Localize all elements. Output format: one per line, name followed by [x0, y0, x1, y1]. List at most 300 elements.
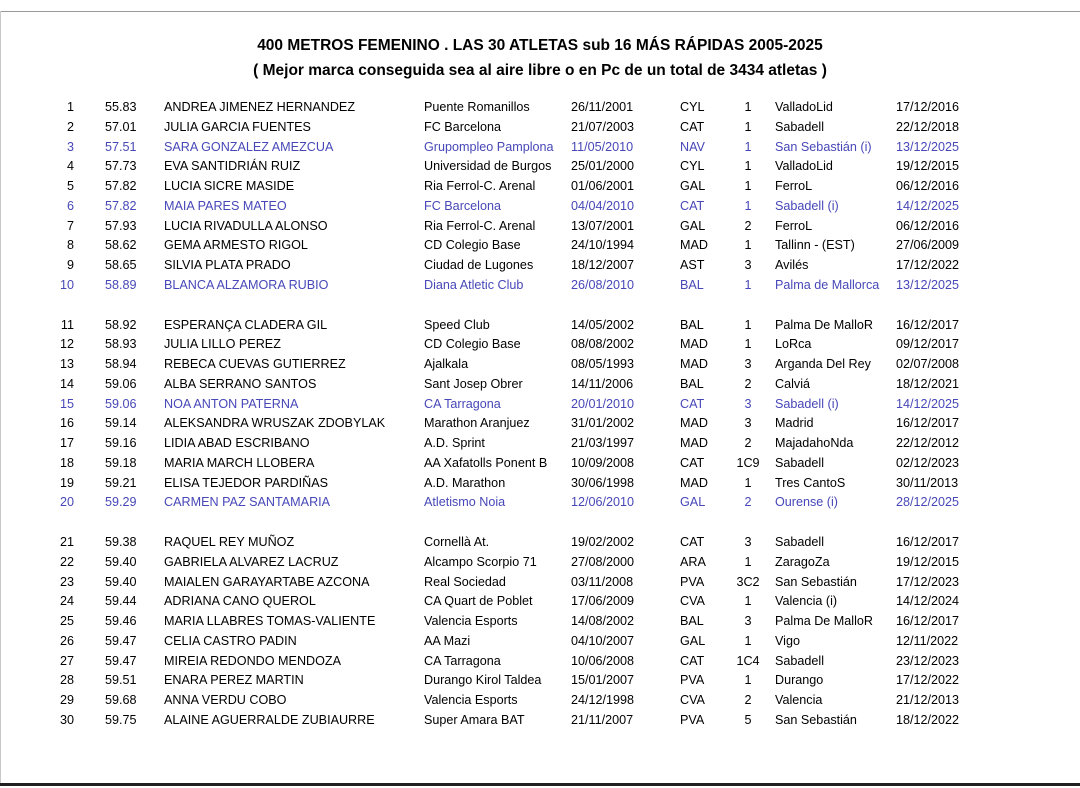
- athlete-name: CELIA CASTRO PADIN: [164, 633, 297, 648]
- club-name: Diana Atletic Club: [424, 277, 524, 292]
- rank-position: 21: [59, 535, 74, 549]
- club-name: A.D. Sprint: [424, 436, 485, 450]
- time-mark: 59.44: [105, 594, 137, 609]
- club-name: Sant Josep Obrer: [424, 376, 523, 391]
- federation-code: BAL: [680, 277, 704, 292]
- birth-date: 14/05/2002: [571, 317, 635, 332]
- competition-date: 28/12/2025: [896, 495, 960, 510]
- federation-code: CAT: [680, 198, 705, 213]
- table-row: [0, 492, 1080, 512]
- club-name: Durango Kirol Taldea: [424, 673, 542, 688]
- birth-date: 27/08/2000: [571, 554, 635, 569]
- time-mark: 59.21: [105, 475, 137, 490]
- athlete-name: ENARA PEREZ MARTIN: [164, 673, 304, 688]
- time-mark: 59.06: [105, 376, 137, 391]
- rank-position: 24: [59, 594, 74, 609]
- birth-date: 01/06/2001: [571, 179, 635, 193]
- venue-city: Arganda Del Rey: [775, 357, 871, 371]
- time-mark: 57.73: [105, 159, 137, 174]
- race-place: 1: [744, 139, 752, 154]
- rank-position: 22: [59, 554, 74, 569]
- race-place: 2: [744, 693, 752, 707]
- race-place: 1: [744, 337, 752, 352]
- rank-position: 27: [59, 653, 74, 668]
- time-mark: 59.75: [105, 712, 137, 727]
- table-row: [0, 315, 1080, 335]
- competition-date: 14/12/2024: [896, 594, 960, 609]
- competition-date: 14/12/2025: [896, 198, 960, 213]
- birth-date: 24/12/1998: [571, 693, 635, 707]
- venue-city: ValladoLid: [775, 159, 833, 174]
- table-row: [0, 374, 1080, 394]
- birth-date: 03/11/2008: [571, 574, 634, 589]
- race-place: 1: [744, 159, 752, 174]
- table-row: [0, 651, 1080, 671]
- federation-code: AST: [680, 258, 705, 272]
- club-name: FC Barcelona: [424, 119, 501, 134]
- athlete-name: LUCIA RIVADULLA ALONSO: [164, 218, 328, 233]
- venue-city: Tres CantoS: [775, 475, 846, 490]
- venue-city: Ourense (i): [775, 495, 838, 510]
- race-place: 3: [744, 416, 752, 431]
- time-mark: 59.46: [105, 614, 137, 628]
- athlete-name: GEMA ARMESTO RIGOL: [164, 238, 308, 253]
- race-place: 1: [744, 475, 752, 490]
- club-name: Atletismo Noia: [424, 495, 506, 510]
- rank-position: 14: [59, 376, 74, 391]
- birth-date: 04/10/2007: [571, 633, 635, 648]
- federation-code: CYL: [680, 159, 705, 174]
- athlete-name: LIDIA ABAD ESCRIBANO: [164, 436, 310, 450]
- race-place: 1: [744, 633, 752, 648]
- rank-position: 30: [59, 712, 74, 727]
- birth-date: 17/06/2009: [571, 594, 635, 609]
- club-name: Valencia Esports: [424, 614, 518, 628]
- competition-date: 18/12/2022: [896, 712, 960, 727]
- venue-city: Palma de Mallorca: [775, 277, 880, 292]
- athlete-name: ALEKSANDRA WRUSZAK ZDOBYLAK: [164, 416, 386, 431]
- race-place: 3: [744, 535, 752, 549]
- race-place: 1: [744, 179, 752, 193]
- federation-code: BAL: [680, 376, 704, 391]
- federation-code: BAL: [680, 614, 704, 628]
- rank-position: 18: [59, 455, 74, 470]
- rank-position: 6: [66, 198, 74, 213]
- birth-date: 08/08/2002: [571, 337, 635, 352]
- competition-date: 19/12/2015: [896, 554, 960, 569]
- table-row: [0, 117, 1080, 137]
- table-row: [0, 354, 1080, 374]
- athlete-name: ESPERANÇA CLADERA GIL: [164, 317, 328, 332]
- competition-date: 13/12/2025: [896, 277, 960, 292]
- birth-date: 12/06/2010: [571, 495, 635, 510]
- birth-date: 15/01/2007: [571, 673, 635, 688]
- rank-position: 12: [59, 337, 74, 352]
- competition-date: 19/12/2015: [896, 159, 960, 174]
- rank-position: 9: [66, 258, 74, 272]
- competition-date: 16/12/2017: [896, 614, 960, 628]
- venue-city: Calviá: [775, 376, 810, 391]
- rank-position: 10: [59, 277, 74, 292]
- athlete-name: MARIA LLABRES TOMAS-VALIENTE: [164, 614, 376, 628]
- birth-date: 21/03/1997: [571, 436, 635, 450]
- competition-date: 14/12/2025: [896, 396, 960, 411]
- federation-code: CAT: [680, 535, 705, 549]
- federation-code: PVA: [680, 712, 705, 727]
- venue-city: FerroL: [775, 218, 813, 233]
- rank-position: 15: [59, 396, 74, 411]
- venue-city: Valencia: [775, 693, 823, 707]
- athlete-name: MIREIA REDONDO MENDOZA: [164, 653, 342, 668]
- table-row: [0, 176, 1080, 196]
- athlete-name: BLANCA ALZAMORA RUBIO: [164, 277, 329, 292]
- race-place: 3: [744, 614, 752, 628]
- rank-position: 17: [59, 436, 74, 450]
- page-title: 400 METROS FEMENINO . LAS 30 ATLETAS sub 16 MÁS RÁPIDAS 2005-2025: [257, 37, 823, 54]
- venue-city: ValladoLid: [775, 100, 833, 114]
- federation-code: PVA: [680, 673, 705, 688]
- race-place: 1: [744, 100, 752, 114]
- club-name: CA Tarragona: [424, 396, 501, 411]
- athlete-name: SILVIA PLATA PRADO: [164, 258, 291, 272]
- birth-date: 26/08/2010: [571, 277, 635, 292]
- time-mark: 59.47: [105, 633, 137, 648]
- athlete-name: JULIA GARCIA FUENTES: [164, 119, 311, 134]
- time-mark: 55.83: [105, 100, 137, 114]
- competition-date: 23/12/2023: [896, 653, 960, 668]
- athlete-name: NOA ANTON PATERNA: [164, 396, 299, 411]
- federation-code: BAL: [680, 317, 704, 332]
- competition-date: 13/12/2025: [896, 139, 960, 154]
- venue-city: Valencia (i): [775, 594, 838, 609]
- federation-code: GAL: [680, 179, 706, 193]
- time-mark: 57.82: [105, 198, 137, 213]
- competition-date: 02/07/2008: [896, 357, 960, 371]
- venue-city: Sabadell: [775, 455, 825, 470]
- competition-date: 06/12/2016: [896, 218, 960, 233]
- birth-date: 24/10/1994: [571, 238, 635, 253]
- rank-position: 26: [59, 633, 74, 648]
- venue-city: LoRca: [775, 337, 812, 352]
- competition-date: 17/12/2023: [896, 574, 960, 589]
- federation-code: CVA: [680, 594, 705, 609]
- venue-city: Madrid: [775, 416, 814, 431]
- federation-code: CYL: [680, 100, 705, 114]
- venue-city: Durango: [775, 673, 824, 688]
- birth-date: 20/01/2010: [571, 396, 635, 411]
- table-row: [0, 413, 1080, 433]
- time-mark: 59.14: [105, 416, 137, 431]
- time-mark: 59.38: [105, 535, 137, 549]
- club-name: Speed Club: [424, 317, 490, 332]
- federation-code: CVA: [680, 693, 705, 707]
- time-mark: 58.89: [105, 277, 137, 292]
- race-place: 3: [744, 357, 752, 371]
- venue-city: Sabadell: [775, 653, 825, 668]
- table-row: [0, 97, 1080, 117]
- club-name: AA Mazi: [424, 633, 471, 648]
- federation-code: CAT: [680, 119, 705, 134]
- birth-date: 11/05/2010: [571, 139, 634, 154]
- rank-position: 2: [66, 119, 74, 134]
- federation-code: MAD: [680, 475, 708, 490]
- venue-city: San Sebastián: [775, 712, 857, 727]
- rank-position: 19: [59, 475, 74, 490]
- race-place: 1C4: [736, 653, 760, 668]
- club-name: Alcampo Scorpio 71: [424, 554, 537, 569]
- birth-date: 21/07/2003: [571, 119, 635, 134]
- athlete-name: ANNA VERDU COBO: [164, 693, 287, 707]
- table-row: [0, 334, 1080, 354]
- venue-city: San Sebastián (i): [775, 139, 872, 154]
- competition-date: 17/12/2022: [896, 673, 960, 688]
- athlete-name: LUCIA SICRE MASIDE: [164, 179, 295, 193]
- athlete-name: MARIA MARCH LLOBERA: [164, 455, 315, 470]
- venue-city: Palma De MalloR: [775, 614, 873, 628]
- athlete-name: ELISA TEJEDOR PARDIÑAS: [164, 475, 329, 490]
- venue-city: MajadahoNda: [775, 436, 854, 450]
- venue-city: ZaragoZa: [775, 554, 830, 569]
- birth-date: 21/11/2007: [571, 712, 634, 727]
- birth-date: 04/04/2010: [571, 198, 635, 213]
- table-row: [0, 473, 1080, 493]
- time-mark: 58.65: [105, 258, 137, 272]
- time-mark: 58.94: [105, 357, 137, 371]
- venue-city: Palma De MalloR: [775, 317, 873, 332]
- table-row: [0, 572, 1080, 592]
- club-name: Ria Ferrol-C. Arenal: [424, 179, 536, 193]
- venue-city: Sabadell: [775, 119, 825, 134]
- time-mark: 57.82: [105, 179, 137, 193]
- federation-code: PVA: [680, 574, 705, 589]
- federation-code: ARA: [680, 554, 706, 569]
- athlete-name: RAQUEL REY MUÑOZ: [164, 535, 295, 549]
- birth-date: 18/12/2007: [571, 258, 635, 272]
- venue-city: Sabadell (i): [775, 198, 839, 213]
- athlete-name: ANDREA JIMENEZ HERNANDEZ: [164, 100, 356, 114]
- time-mark: 58.93: [105, 337, 137, 352]
- table-row: [0, 156, 1080, 176]
- competition-date: 22/12/2018: [896, 119, 960, 134]
- race-place: 3C2: [736, 574, 760, 589]
- venue-city: Sabadell: [775, 535, 825, 549]
- rank-position: 4: [66, 159, 74, 174]
- time-mark: 59.51: [105, 673, 137, 688]
- venue-city: Vigo: [775, 633, 800, 648]
- table-row: [0, 532, 1080, 552]
- club-name: Super Amara BAT: [424, 712, 525, 727]
- venue-city: Tallinn - (EST): [775, 238, 855, 253]
- athlete-name: MAIA PARES MATEO: [164, 198, 287, 213]
- club-name: CA Quart de Poblet: [424, 594, 533, 609]
- federation-code: MAD: [680, 436, 708, 450]
- time-mark: 59.18: [105, 455, 137, 470]
- race-place: 1: [744, 277, 752, 292]
- table-row: [0, 216, 1080, 236]
- venue-city: Sabadell (i): [775, 396, 839, 411]
- page-subtitle: ( Mejor marca conseguida sea al aire libre o en Pc de un total de 3434 atletas ): [253, 62, 827, 79]
- birth-date: 14/08/2002: [571, 614, 635, 628]
- frame-top-border: [0, 11, 1080, 12]
- birth-date: 25/01/2000: [571, 159, 635, 174]
- race-place: 1: [744, 317, 752, 332]
- birth-date: 14/11/2006: [571, 376, 634, 391]
- birth-date: 10/06/2008: [571, 653, 635, 668]
- competition-date: 27/06/2009: [896, 238, 960, 253]
- club-name: Ciudad de Lugones: [424, 258, 534, 272]
- table-row: [0, 591, 1080, 611]
- table-row: [0, 710, 1080, 730]
- time-mark: 59.16: [105, 436, 137, 450]
- club-name: Valencia Esports: [424, 693, 518, 707]
- rank-position: 29: [59, 693, 74, 707]
- competition-date: 02/12/2023: [896, 455, 960, 470]
- table-row: [0, 453, 1080, 473]
- federation-code: GAL: [680, 495, 706, 510]
- club-name: FC Barcelona: [424, 198, 501, 213]
- club-name: Cornellà At.: [424, 535, 490, 549]
- rank-position: 5: [66, 179, 74, 193]
- rank-position: 28: [59, 673, 74, 688]
- birth-date: 26/11/2001: [571, 100, 634, 114]
- athlete-name: ADRIANA CANO QUEROL: [164, 594, 316, 609]
- race-place: 2: [744, 218, 752, 233]
- race-place: 1: [744, 554, 752, 569]
- time-mark: 59.40: [105, 574, 137, 589]
- race-place: 1: [744, 673, 752, 688]
- federation-code: CAT: [680, 396, 705, 411]
- club-name: Ajalkala: [424, 357, 469, 371]
- federation-code: MAD: [680, 357, 708, 371]
- table-row: [0, 690, 1080, 710]
- federation-code: MAD: [680, 337, 708, 352]
- competition-date: 17/12/2022: [896, 258, 960, 272]
- competition-date: 09/12/2017: [896, 337, 960, 352]
- table-row: [0, 394, 1080, 414]
- rank-position: 3: [66, 139, 74, 154]
- athlete-name: JULIA LILLO PEREZ: [164, 337, 281, 352]
- club-name: Real Sociedad: [424, 574, 506, 589]
- birth-date: 30/06/1998: [571, 475, 635, 490]
- frame-bottom-border: [0, 783, 1080, 786]
- club-name: Marathon Aranjuez: [424, 416, 530, 431]
- race-place: 1: [744, 119, 752, 134]
- race-place: 1: [744, 198, 752, 213]
- club-name: AA Xafatolls Ponent B: [424, 455, 548, 470]
- rank-position: 16: [59, 416, 74, 431]
- competition-date: 16/12/2017: [896, 535, 960, 549]
- club-name: Grupompleo Pamplona: [424, 139, 554, 154]
- competition-date: 22/12/2012: [896, 436, 960, 450]
- time-mark: 58.92: [105, 317, 137, 332]
- federation-code: CAT: [680, 455, 705, 470]
- club-name: CD Colegio Base: [424, 337, 521, 352]
- club-name: A.D. Marathon: [424, 475, 506, 490]
- rank-position: 13: [59, 357, 74, 371]
- venue-city: San Sebastián: [775, 574, 857, 589]
- federation-code: NAV: [680, 139, 705, 154]
- athlete-name: SARA GONZALEZ AMEZCUA: [164, 139, 334, 154]
- athlete-name: EVA SANTIDRIÁN RUIZ: [164, 159, 301, 174]
- competition-date: 16/12/2017: [896, 416, 960, 431]
- birth-date: 19/02/2002: [571, 535, 635, 549]
- race-place: 2: [744, 436, 752, 450]
- race-place: 1: [744, 238, 752, 253]
- venue-city: FerroL: [775, 179, 813, 193]
- time-mark: 59.68: [105, 693, 137, 707]
- race-place: 2: [744, 376, 752, 391]
- competition-date: 18/12/2021: [896, 376, 960, 391]
- table-row: [0, 670, 1080, 690]
- rank-position: 8: [66, 238, 74, 253]
- birth-date: 08/05/1993: [571, 357, 635, 371]
- venue-city: Avilés: [775, 258, 809, 272]
- athlete-name: ALAINE AGUERRALDE ZUBIAURRE: [164, 712, 375, 727]
- athlete-name: CARMEN PAZ SANTAMARIA: [164, 495, 331, 510]
- federation-code: GAL: [680, 218, 706, 233]
- time-mark: 59.29: [105, 495, 137, 510]
- competition-date: 06/12/2016: [896, 179, 960, 193]
- table-row: [0, 235, 1080, 255]
- federation-code: CAT: [680, 653, 705, 668]
- birth-date: 10/09/2008: [571, 455, 635, 470]
- time-mark: 57.51: [105, 139, 137, 154]
- race-place: 2: [744, 495, 752, 510]
- time-mark: 59.40: [105, 554, 137, 569]
- race-place: 1C9: [736, 455, 760, 470]
- competition-date: 17/12/2016: [896, 100, 960, 114]
- race-place: 5: [744, 712, 752, 727]
- competition-date: 21/12/2013: [896, 693, 960, 707]
- rank-position: 1: [66, 100, 74, 114]
- birth-date: 13/07/2001: [571, 218, 635, 233]
- birth-date: 31/01/2002: [571, 416, 635, 431]
- rank-position: 20: [59, 495, 74, 510]
- federation-code: MAD: [680, 416, 708, 431]
- club-name: Universidad de Burgos: [424, 159, 552, 174]
- club-name: Ria Ferrol-C. Arenal: [424, 218, 536, 233]
- table-row: [0, 137, 1080, 157]
- federation-code: GAL: [680, 633, 706, 648]
- club-name: CA Tarragona: [424, 653, 501, 668]
- table-row: [0, 631, 1080, 651]
- race-place: 3: [744, 258, 752, 272]
- club-name: CD Colegio Base: [424, 238, 521, 253]
- time-mark: 57.93: [105, 218, 137, 233]
- competition-date: 16/12/2017: [896, 317, 960, 332]
- competition-date: 12/11/2022: [896, 633, 959, 648]
- time-mark: 59.47: [105, 653, 137, 668]
- table-row: [0, 196, 1080, 216]
- race-place: 3: [744, 396, 752, 411]
- rank-position: 7: [66, 218, 74, 233]
- athlete-name: REBECA CUEVAS GUTIERREZ: [164, 357, 346, 371]
- rank-position: 25: [59, 614, 74, 628]
- club-name: Puente Romanillos: [424, 100, 530, 114]
- rank-position: 11: [60, 317, 74, 332]
- table-row: [0, 433, 1080, 453]
- time-mark: 59.06: [105, 396, 137, 411]
- competition-date: 30/11/2013: [896, 475, 959, 490]
- athlete-name: GABRIELA ALVAREZ LACRUZ: [164, 554, 339, 569]
- race-place: 1: [744, 594, 752, 609]
- table-row: [0, 552, 1080, 572]
- athlete-name: ALBA SERRANO SANTOS: [164, 376, 317, 391]
- table-row: [0, 255, 1080, 275]
- table-row: [0, 611, 1080, 631]
- rank-position: 23: [59, 574, 74, 589]
- time-mark: 58.62: [105, 238, 137, 253]
